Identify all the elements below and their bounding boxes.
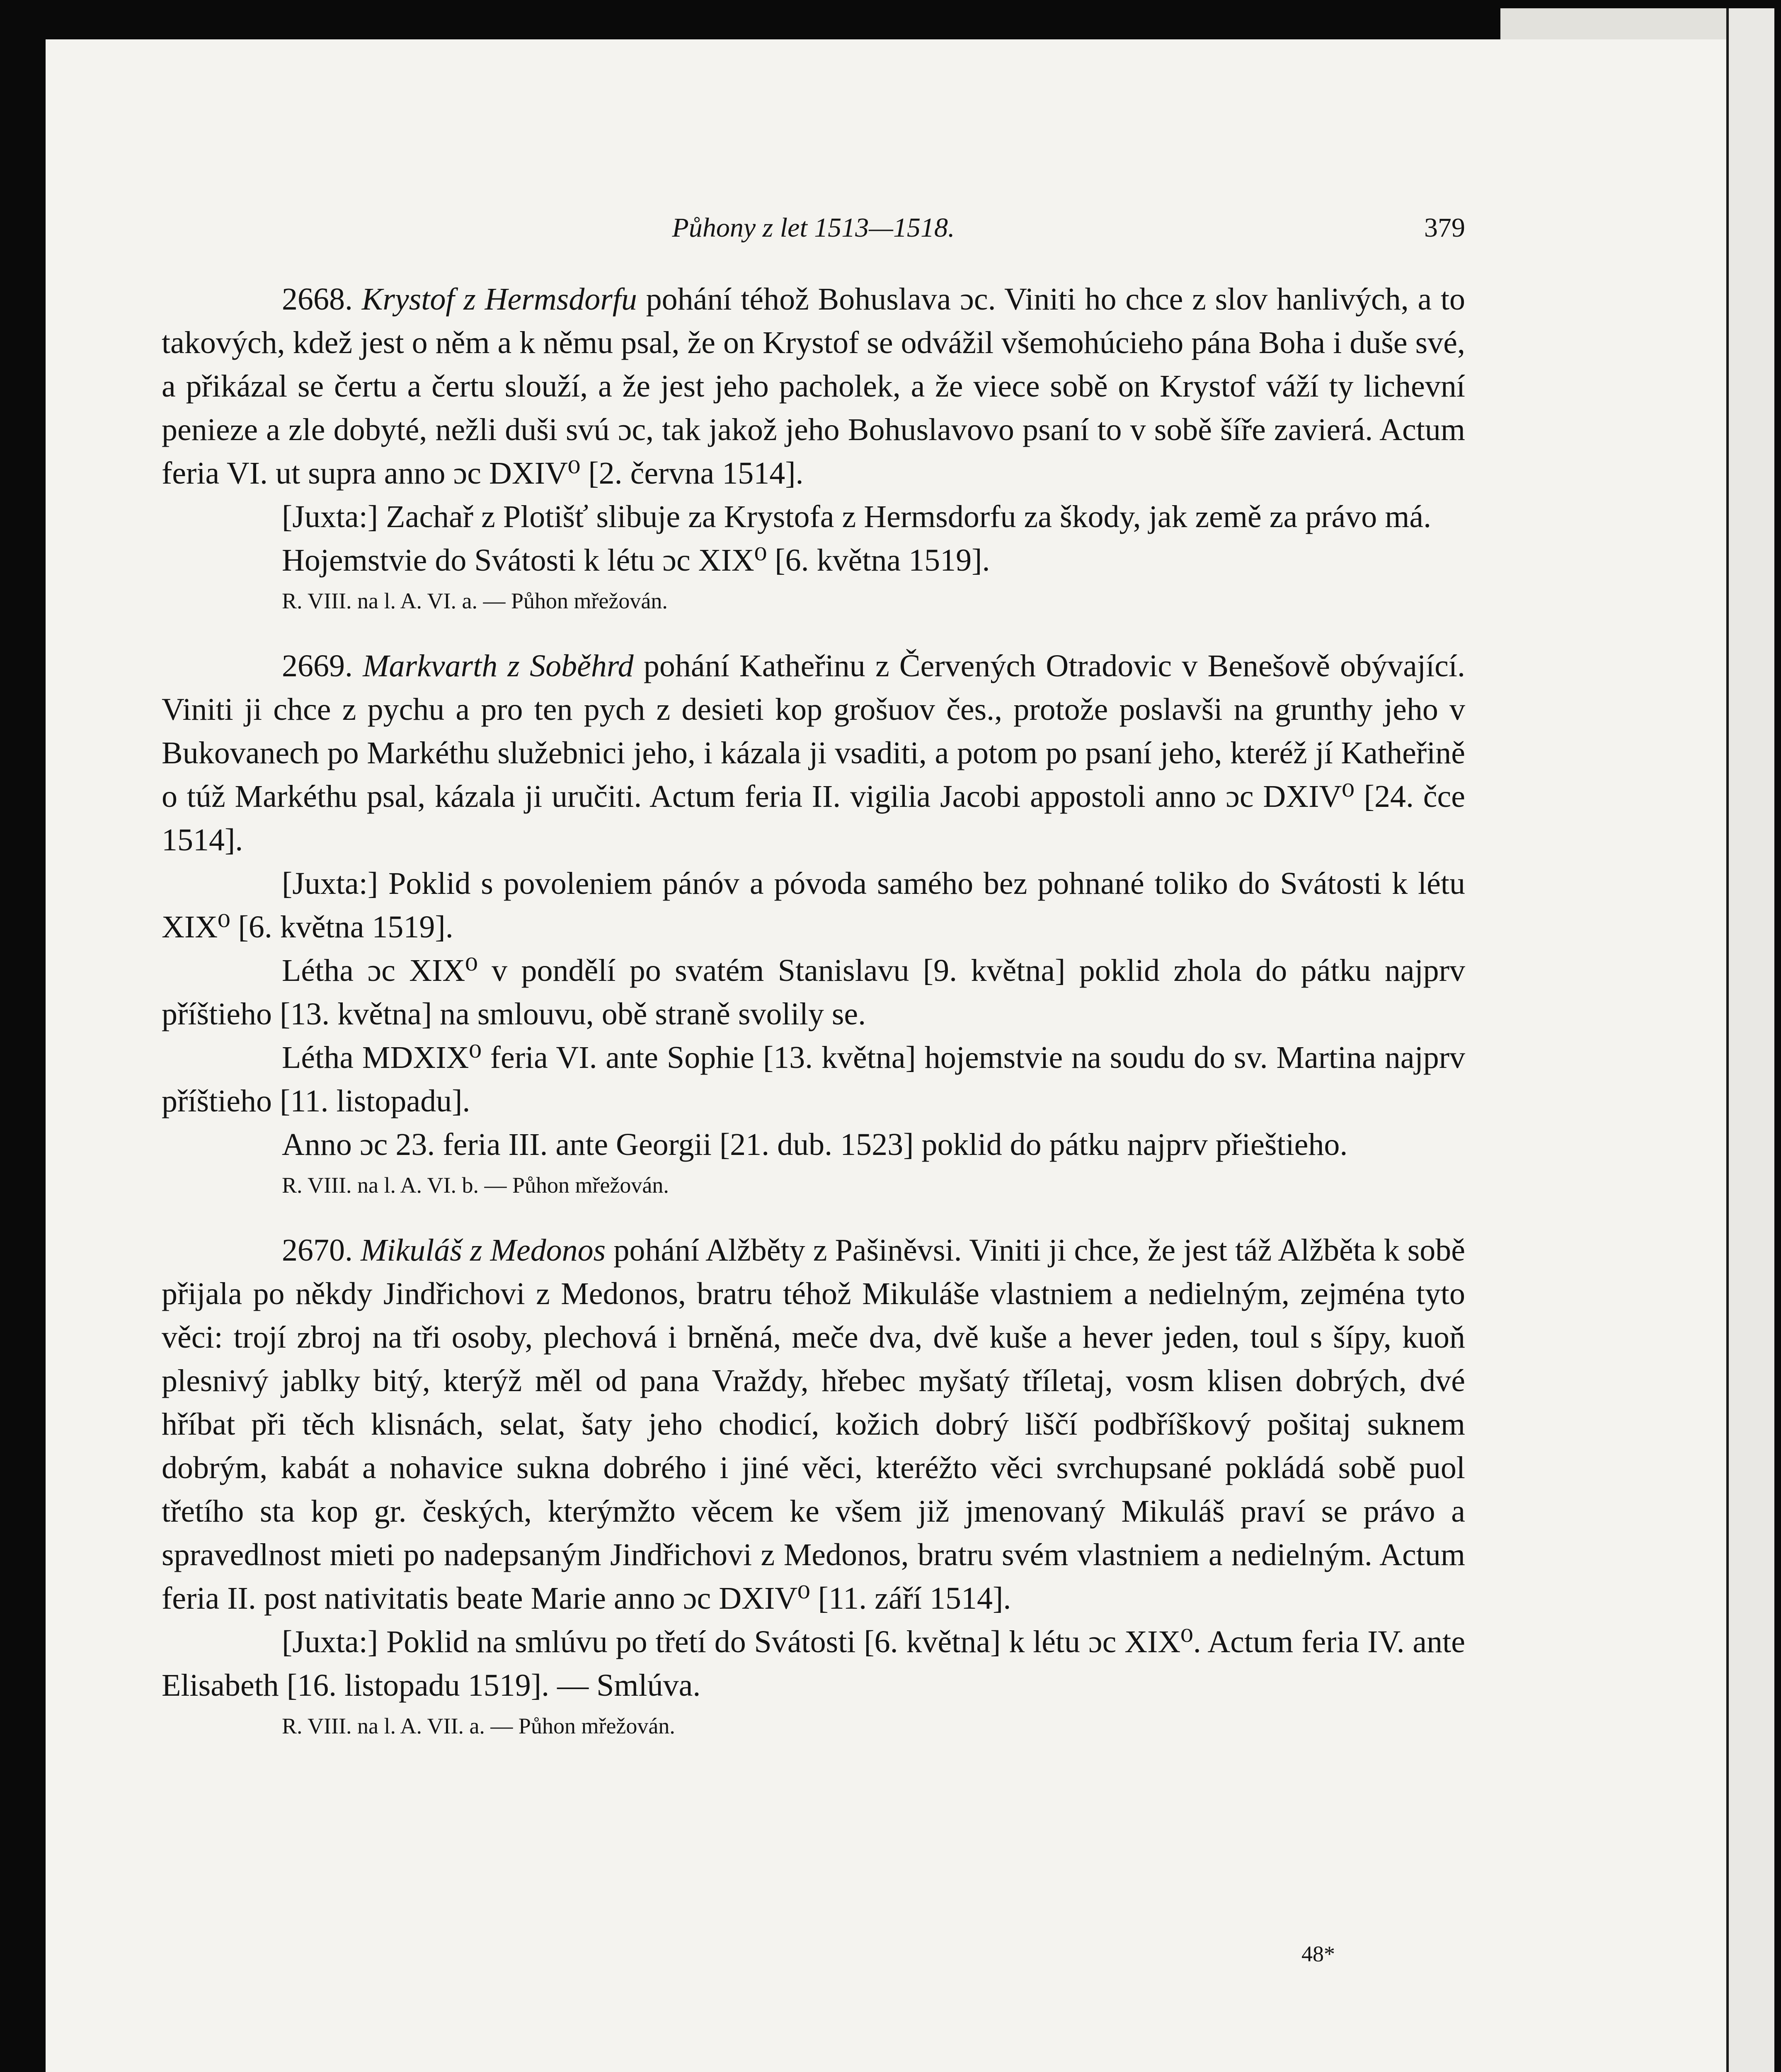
entry-2670 <box>162 1229 1465 1745</box>
entry-note: [Juxta:] Poklid s povoleniem pánóv a póvoda samého bez pohnané toliko do Svátosti k létu XIX⁰ [6. května 1519]. <box>162 866 1465 944</box>
entry-note: [Juxta:] Poklid na smlúvu po třetí do Svátosti [6. května] k létu ɔc XIX⁰. Actum feria IV. ante Elisabeth [16. listopadu 1519]. — Smlúva. <box>162 1624 1465 1703</box>
entry-number: 2670. <box>282 1233 353 1268</box>
entry-note: Létha MDXIX⁰ feria VI. ante Sophie [13. května] hojemstvie na soudu do sv. Martina najprv příštieho [11. listopadu]. <box>162 1040 1465 1118</box>
entry-party: Mikuláš z Medonos <box>361 1233 606 1268</box>
entry-note: Hojemstvie do Svátosti k létu ɔc XIX⁰ [6. května 1519]. <box>282 543 990 578</box>
entry-note: Létha ɔc XIX⁰ v pondělí po svatém Stanislavu [9. května] poklid zhola do pátku najprv příštieho [13. května] na smlouvu, obě straně svolily se. <box>162 953 1465 1031</box>
running-header <box>162 209 1465 247</box>
page-content <box>162 278 1465 1745</box>
page-number: 379 <box>1424 213 1465 243</box>
entry-source: R. VIII. na l. A. VI. b. — Půhon mřežován. <box>282 1173 669 1198</box>
entry-number: 2668. <box>282 282 353 317</box>
entry-party: Markvarth z Soběhrd <box>363 649 634 683</box>
entry-number: 2669. <box>282 649 353 683</box>
entry-2668 <box>162 278 1465 620</box>
entry-source: R. VIII. na l. A. VI. a. — Půhon mřežován. <box>282 588 668 613</box>
entry-source: R. VIII. na l. A. VII. a. — Půhon mřežován. <box>282 1714 675 1738</box>
running-title: Půhony z let 1513—1518. <box>672 213 955 243</box>
entry-2669 <box>162 644 1465 1204</box>
entry-body <box>162 644 1465 862</box>
entry-note: [Juxta:] Zachař z Plotišť slibuje za Krystofa z Hermsdorfu za škody, jak země za právo má. <box>282 499 1432 534</box>
entry-body <box>162 278 1465 495</box>
entry-text: pohání Alžběty z Pašiněvsi. Viniti ji chce, že jest táž Alžběta k sobě přijala po někdy Jindřichovi z Medonos, bratru téhož Mikuláše vlastniem a nedielným, zejména tyto věci: trojí zbroj na tři osoby, plechová i brněná, meče dva, dvě kuše a hever jeden, toul s šípy, kuoň plesnivý jablky bitý, kterýž měl od pana Vraždy, hřebec myšatý tříletaj, vosm klisen dobrých, dvé hříbat při těch klisnách, selat, šaty jeho chodicí, kožich dobrý liščí podbříškový pošitaj suknem dobrým, kabát a nohavice sukna dobrého i jiné věci, kteréžto věci svrchupsané pokládá sobě puol třetího sta kop gr. českých, kterýmžto věcem ke všem již jmenovaný Mikuláš praví se právo a spravedlnost mieti po nadepsaným Jindřichovi z Medonos, bratru svém vlastniem a nedielným. Actum feria II. post nativitatis beate Marie anno ɔc DXIV⁰ [11. září 1514]. <box>162 1233 1466 1616</box>
scan-edge-right <box>1726 8 1774 2072</box>
entry-note: Anno ɔc 23. feria III. ante Georgii [21. dub. 1523] poklid do pátku najprv přieštieho. <box>282 1127 1348 1162</box>
scan-edge-top <box>1500 8 1733 39</box>
entry-body <box>162 1229 1465 1620</box>
entry-party: Krystof z Hermsdorfu <box>361 282 637 317</box>
entry-text: pohání téhož Bohuslava ɔc. Viniti ho chce z slov hanlivých, a to takových, kdež jest o něm a k němu psal, že on Krystof se odvážil všemohúcieho pána Boha i duše své, a přikázal se čertu a čertu slouží, a že jest jeho pacholek, a že viece sobě on Krystof váží ty lichevní penieze a zle dobyté, nežli duši svú ɔc, tak jakož jeho Bohuslavovo psaní to v sobě šíře zavierá. Actum feria VI. ut supra anno ɔc DXIV⁰ [2. června 1514]. <box>162 282 1466 491</box>
entry-text: pohání Katheřinu z Červených Otradovic v Benešově obývající. Viniti ji chce z pychu a pro ten pych z desieti kop grošuov čes., protože poslavši na grunthy jeho v Bukovanech po Markéthu služebnici jeho, i kázala ji vsaditi, a potom po psaní jeho, kteréž jí Katheřině o túž Markéthu psal, kázala ji uručiti. Actum feria II. vigilia Jacobi appostoli anno ɔc DXIV⁰ [24. čce 1514]. <box>162 649 1465 857</box>
signature-mark: 48* <box>1301 1941 1335 1966</box>
